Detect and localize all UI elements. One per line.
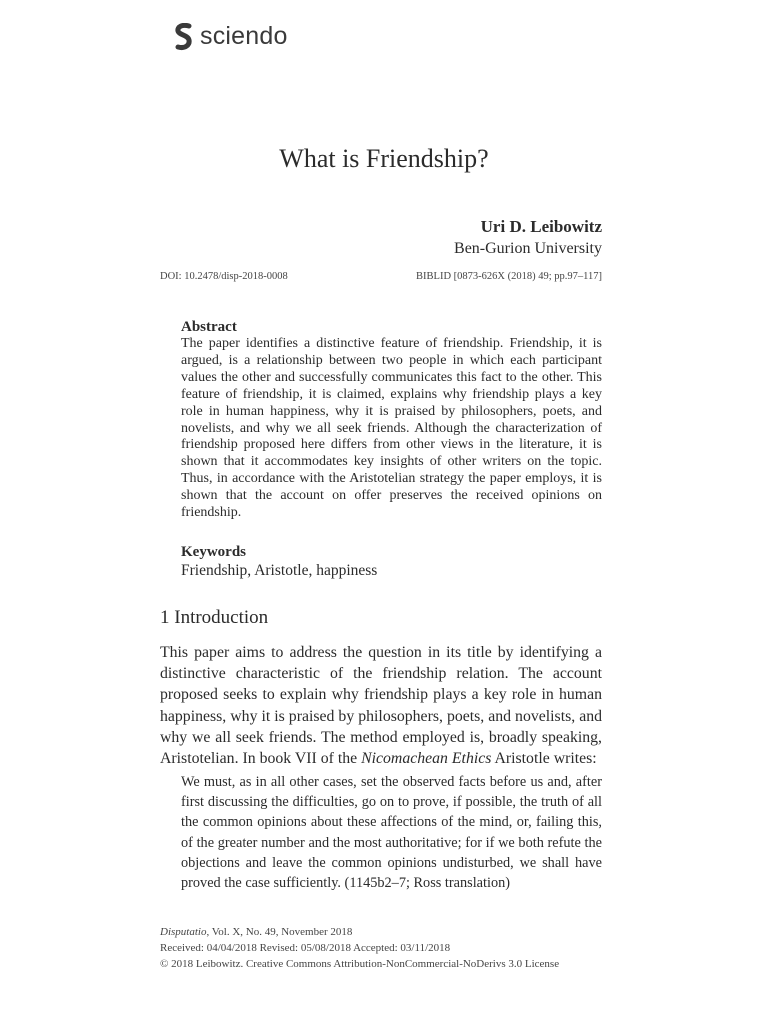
logo-text: sciendo <box>200 22 288 50</box>
intro-text-after: Aristotle writes: <box>491 750 597 768</box>
biblid: BIBLID [0873-626X (2018) 49; pp.97–117] <box>416 271 602 282</box>
abstract-section <box>181 318 602 522</box>
sciendo-logo <box>174 22 288 51</box>
footer-license: © 2018 Leibowitz. Creative Commons Attribution-NonCommercial-NoDerivs 3.0 License <box>160 958 560 970</box>
paper-title: What is Friendship? <box>279 144 489 173</box>
abstract-text: The paper identifies a distinctive feature of friendship. Friendship, it is argued, is a relationship between two people in which each participant values the other and successfully communicates this fact to the other. This feature of friendship, it is claimed, explains why friendship plays a key role in human happiness, why it is praised by philosophers, poets, and novelists, and why we all seek friends. Although the characterization of friendship proposed here differs from other views in the literature, it is shown that it accommodates key insights of other writers on the topic. Thus, in accordance with the Aristotelian strategy the paper employs, it is shown that the account on offer preserves the received opinions on friendship. <box>181 336 602 521</box>
keywords-section <box>181 543 602 581</box>
doi: DOI: 10.2478/disp-2018-0008 <box>160 271 288 282</box>
block-quote: We must, as in all other cases, set the observed facts before us and, after first discussing the difficulties, go on to prove, if possible, the truth of all the common opinions about these affections of the mind, or, failing this, of the greater number and the most authoritative; for if we both refute the objections and leave the common opinions undisturbed, we shall have proved the case sufficiently. (1145b2–7; Ross translation) <box>181 774 602 892</box>
footer-journal-line <box>160 924 559 940</box>
abstract-heading: Abstract <box>181 319 237 335</box>
keywords-heading: Keywords <box>181 544 246 560</box>
intro-paragraph <box>160 642 602 769</box>
sciendo-logo-icon <box>174 23 194 51</box>
intro-italic-title: Nicomachean Ethics <box>361 750 492 768</box>
keywords-text: Friendship, Aristotle, happiness <box>181 562 378 579</box>
intro-text-before: This paper aims to address the question in its title by identifying a distinctive characteristic of the friendship relation. The account proposed seeks to explain why friendship plays a key role in human happiness, why it is praised by philosophers, poets, and novelists, and why we all seek friends. The method employed is, broadly speaking, Aristotelian. In book VII of the <box>160 644 602 768</box>
author-block <box>454 216 602 260</box>
author-name: Uri D. Leibowitz <box>480 217 602 236</box>
journal-name: Disputatio <box>160 926 207 938</box>
footer-dates: Received: 04/04/2018 Revised: 05/08/2018 Accepted: 03/11/2018 <box>160 942 451 954</box>
journal-issue: , Vol. X, No. 49, November 2018 <box>206 926 353 938</box>
section-heading-introduction: 1 Introduction <box>160 607 269 628</box>
author-affiliation: Ben-Gurion University <box>454 240 602 257</box>
meta-row <box>160 271 602 282</box>
page-footer <box>160 924 559 972</box>
